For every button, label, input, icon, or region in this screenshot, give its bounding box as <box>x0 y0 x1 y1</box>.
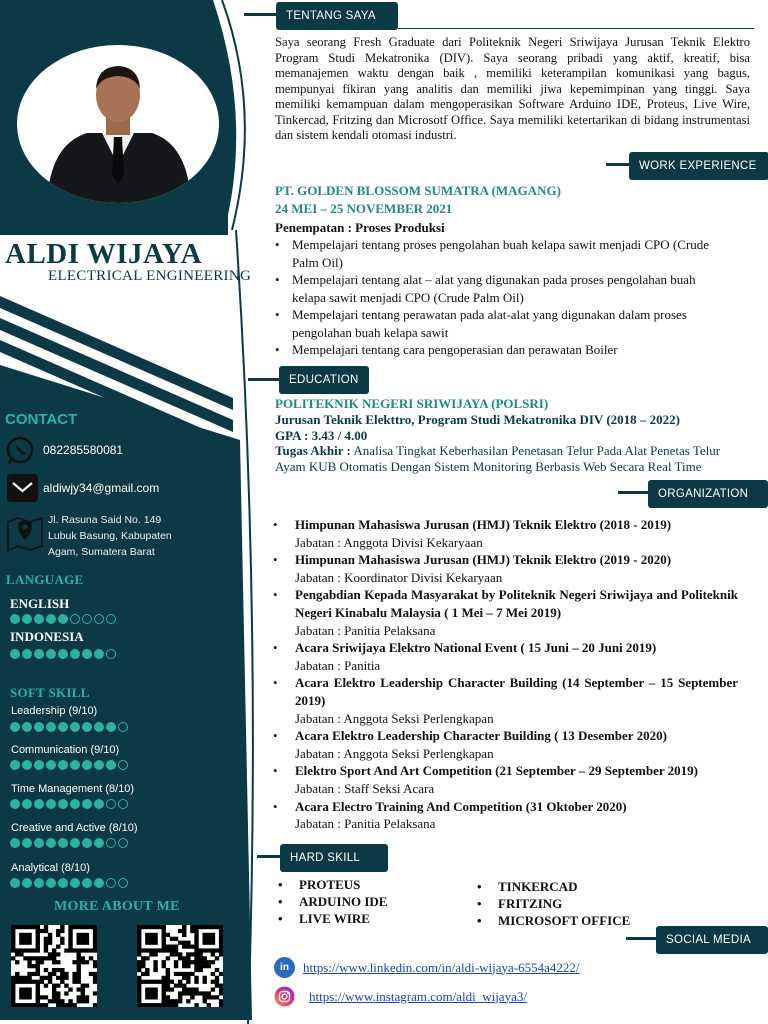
list-item: • Mempelajari tentang perawatan pada alat-alat yang digunakan dalam proses pengolahan buah kelapa sawit <box>274 306 714 341</box>
education-school: POLITEKNIK NEGERI SRIWIJAYA (POLSRI) <box>275 396 549 411</box>
rating-dot-filled <box>70 760 80 770</box>
list-item <box>273 516 738 551</box>
org-job: Jabatan : Anggota Seksi Perlengkapan <box>295 745 494 761</box>
list-item: • Mempelajari tentang cara pengoperasian dan perawatan Boiler <box>274 341 714 359</box>
rating-dot-filled <box>34 878 44 888</box>
rating-dot-filled <box>46 838 56 848</box>
rating-dot-empty <box>118 722 128 732</box>
rating-dot-filled <box>58 722 68 732</box>
work-company: PT. GOLDEN BLOSSOM SUMATRA (MAGANG) <box>275 183 561 198</box>
soft-skill-title: SOFT SKILL <box>10 685 90 700</box>
address-line: Lubuk Basung, Kabupaten <box>48 530 172 542</box>
phone-icon <box>6 436 38 466</box>
rating-dot-filled <box>22 838 32 848</box>
contact-phone[interactable]: 082285580081 <box>43 443 124 457</box>
rating-dot-filled <box>34 649 44 659</box>
soft-skill-rating <box>10 799 128 809</box>
soft-skill-name: Communication (9/10) <box>11 744 120 756</box>
soft-skill-rating <box>10 760 128 770</box>
soft-skill-rating <box>10 838 128 848</box>
organization-header: ORGANIZATION <box>648 480 768 508</box>
thesis-title: Analisa Tingkat Keberhasilan Penetasan Telur Pada Alat Penetas Telur Ayam KUB Otomatis Dengan Sistem Monitoring Berbasis Web Secara Real Time <box>275 443 721 474</box>
work-period: 24 MEI – 25 NOVEMBER 2021 <box>275 201 453 216</box>
instagram-icon <box>274 986 295 1007</box>
rating-dot-filled <box>58 799 68 809</box>
rating-dot-filled <box>46 722 56 732</box>
rating-dot-filled <box>58 760 68 770</box>
org-title: Acara Elektro Leadership Character Building (14 September – 15 September 2019) <box>295 675 738 708</box>
education-header: EDUCATION <box>279 366 369 394</box>
rating-dot-filled <box>82 799 92 809</box>
org-job: Jabatan : Anggota Seksi Perlengkapan <box>295 710 494 726</box>
rating-dot-filled <box>34 614 44 624</box>
organization-list <box>273 516 738 833</box>
rating-dot-empty <box>118 878 128 888</box>
list-item: • MICROSOFT OFFICE <box>475 912 630 929</box>
thesis-label: Tugas Akhir : <box>275 443 351 458</box>
soft-skill-name: Analytical (8/10) <box>11 862 90 874</box>
rating-dot-filled <box>94 722 104 732</box>
rating-dot-filled <box>22 722 32 732</box>
soft-skill-name: Time Management (8/10) <box>11 783 135 795</box>
org-job: Jabatan : Staff Seksi Acara <box>295 780 435 796</box>
rating-dot-filled <box>94 649 104 659</box>
rating-dot-filled <box>106 722 116 732</box>
rating-dot-filled <box>82 878 92 888</box>
language-name: ENGLISH <box>10 596 70 611</box>
rating-dot-empty <box>106 614 116 624</box>
rating-dot-empty <box>118 838 128 848</box>
language-rating <box>10 649 116 659</box>
rating-dot-empty <box>118 760 128 770</box>
soft-skill-name: Leadership (9/10) <box>11 705 98 717</box>
org-job: Jabatan : Panitia Pelaksana <box>295 622 436 638</box>
rating-dot-filled <box>58 649 68 659</box>
rating-dot-filled <box>46 649 56 659</box>
email-icon <box>6 473 38 503</box>
rating-dot-filled <box>10 838 20 848</box>
contact-title: CONTACT <box>5 411 78 428</box>
rating-dot-filled <box>82 838 92 848</box>
rating-dot-filled <box>94 838 104 848</box>
rating-dot-empty <box>118 799 128 809</box>
rating-dot-filled <box>10 722 20 732</box>
org-job: Jabatan : Koordinator Divisi Kekaryaan <box>295 569 503 585</box>
rating-dot-filled <box>46 760 56 770</box>
rating-dot-filled <box>10 878 20 888</box>
about-header: TENTANG SAYA <box>276 2 398 30</box>
list-item: • FRITZING <box>475 895 630 912</box>
about-text: Saya seorang Fresh Graduate dari Politeknik Negeri Sriwijaya Jurusan Teknik Elektro Program Studi Mekatronika (DIV). Saya seorang pribadi yang aktif, kreatif, bisa memanajemen waktu dengan baik , memiliki keterampilan komunikasi yang bagus, mempunyai fikiran yang analitis dan memiliki jiwa kepemimpinan yang tinggi. Saya memiliki kemampuan dalam mengoperasikan Software Arduino IDE, Proteus, Live Wire, Tinkercad, Fritzing dan Microsotf Office. Saya memiliki ketertarikan di bidang instrumentasi dan sistem kendali otomasi industri. <box>275 35 750 142</box>
work-duties <box>274 236 714 359</box>
soft-skill-rating <box>10 722 128 732</box>
org-job: Jabatan : Anggota Divisi Kekaryaan <box>295 534 483 550</box>
address-line: Agam, Sumatera Barat <box>48 546 155 558</box>
list-item: • PROTEUS <box>276 876 387 893</box>
rating-dot-filled <box>34 799 44 809</box>
rating-dot-filled <box>94 760 104 770</box>
profile-photo <box>17 45 220 203</box>
language-rating <box>10 614 116 624</box>
list-item <box>273 586 738 639</box>
rating-dot-filled <box>10 614 20 624</box>
qr-code-linkedin[interactable] <box>11 925 97 1007</box>
rating-dot-filled <box>22 878 32 888</box>
rating-dot-filled <box>70 649 80 659</box>
map-icon <box>6 512 38 542</box>
hard-skill-list-1 <box>276 876 387 927</box>
list-item: • TINKERCAD <box>475 878 630 895</box>
rating-dot-empty <box>106 799 116 809</box>
org-title: Acara Elektro Leadership Character Building ( 13 Desember 2020) <box>295 728 667 744</box>
instagram-row <box>274 986 527 1007</box>
profile-name: ALDI WIJAYA <box>5 238 203 270</box>
rating-dot-filled <box>94 878 104 888</box>
linkedin-row <box>274 957 579 978</box>
rating-dot-filled <box>46 614 56 624</box>
list-item <box>273 798 738 833</box>
rating-dot-filled <box>70 722 80 732</box>
org-title: Pengabdian Kepada Masyarakat by Politeknik Negeri Sriwijaya and Politeknik Negeri Kinabalu Malaysia ( 1 Mei – 7 Mei 2019) <box>295 587 738 620</box>
header-rule <box>398 28 754 29</box>
list-item: • Mempelajari tentang alat – alat yang digunakan pada proses pengolahan buah kelapa sawit menjadi CPO (Crude Palm Oil) <box>274 271 714 306</box>
rating-dot-filled <box>34 838 44 848</box>
rating-dot-filled <box>70 838 80 848</box>
rating-dot-filled <box>46 878 56 888</box>
education-thesis <box>275 443 747 474</box>
rating-dot-filled <box>34 722 44 732</box>
rating-dot-filled <box>46 799 56 809</box>
rating-dot-empty <box>70 614 80 624</box>
profile-role: ELECTRICAL ENGINEERING <box>48 268 252 284</box>
rating-dot-empty <box>106 878 116 888</box>
list-item <box>273 674 738 727</box>
language-title: LANGUAGE <box>6 572 84 587</box>
linkedin-icon: in <box>274 957 295 978</box>
list-item: • Mempelajari tentang proses pengolahan buah kelapa sawit menjadi CPO (Crude Palm Oil) <box>274 236 714 271</box>
social-header: SOCIAL MEDIA <box>656 926 768 954</box>
rating-dot-filled <box>70 799 80 809</box>
rating-dot-filled <box>34 760 44 770</box>
work-placement: Penempatan : Proses Produksi <box>275 220 445 235</box>
linkedin-link[interactable]: https://www.linkedin.com/in/aldi-wijaya-6554a4222/ <box>303 959 580 975</box>
rating-dot-filled <box>94 799 104 809</box>
list-item: • LIVE WIRE <box>276 910 387 927</box>
rating-dot-filled <box>58 838 68 848</box>
rating-dot-filled <box>82 722 92 732</box>
rating-dot-filled <box>10 760 20 770</box>
hard-skill-list-2 <box>475 878 630 929</box>
rating-dot-filled <box>82 649 92 659</box>
language-name: INDONESIA <box>10 629 84 644</box>
address-line: Jl. Rasuna Said No. 149 <box>48 514 162 526</box>
instagram-link[interactable]: https://www.instagram.com/aldi_wijaya3/ <box>309 988 527 1004</box>
rating-dot-filled <box>58 614 68 624</box>
education-major: Jurusan Teknik Elekttro, Program Studi Mekatronika DIV (2018 – 2022) <box>275 412 680 427</box>
org-title: Acara Sriwijaya Elektro National Event ( 15 Juni – 20 Juni 2019) <box>295 640 657 656</box>
rating-dot-filled <box>10 799 20 809</box>
rating-dot-filled <box>22 799 32 809</box>
rating-dot-empty <box>106 838 116 848</box>
org-title: Acara Electro Training And Competition (31 Oktober 2020) <box>295 798 627 814</box>
work-header: WORK EXPERIENCE <box>629 152 768 180</box>
list-item: • ARDUINO IDE <box>276 893 387 910</box>
org-job: Jabatan : Panitia <box>295 657 381 673</box>
list-item <box>273 762 738 797</box>
education-gpa: GPA : 3.43 / 4.00 <box>275 428 368 443</box>
org-job: Jabatan : Panitia Pelaksana <box>295 816 436 832</box>
rating-dot-empty <box>94 614 104 624</box>
list-item <box>273 551 738 586</box>
rating-dot-filled <box>22 614 32 624</box>
list-item <box>273 727 738 762</box>
soft-skill-name: Creative and Active (8/10) <box>11 822 138 834</box>
rating-dot-filled <box>22 649 32 659</box>
rating-dot-empty <box>106 649 116 659</box>
more-about-title: MORE ABOUT ME <box>54 899 180 914</box>
rating-dot-filled <box>22 760 32 770</box>
contact-email[interactable]: aldiwjy34@gmail.com <box>43 481 160 495</box>
list-item <box>273 639 738 674</box>
rating-dot-filled <box>70 878 80 888</box>
rating-dot-filled <box>106 760 116 770</box>
rating-dot-filled <box>58 878 68 888</box>
rating-dot-filled <box>82 760 92 770</box>
org-title: Elektro Sport And Art Competition (21 September – 29 September 2019) <box>295 763 698 779</box>
qr-code-instagram[interactable] <box>137 925 223 1007</box>
rating-dot-filled <box>10 649 20 659</box>
rating-dot-empty <box>82 614 92 624</box>
org-title: Himpunan Mahasiswa Jurusan (HMJ) Teknik Elektro (2018 - 2019) <box>295 517 672 532</box>
org-title: Himpunan Mahasiswa Jurusan (HMJ) Teknik Elektro (2019 - 2020) <box>295 552 672 568</box>
soft-skill-rating <box>10 878 128 888</box>
hard-skill-header: HARD SKILL <box>280 844 388 872</box>
contact-address <box>48 512 172 560</box>
